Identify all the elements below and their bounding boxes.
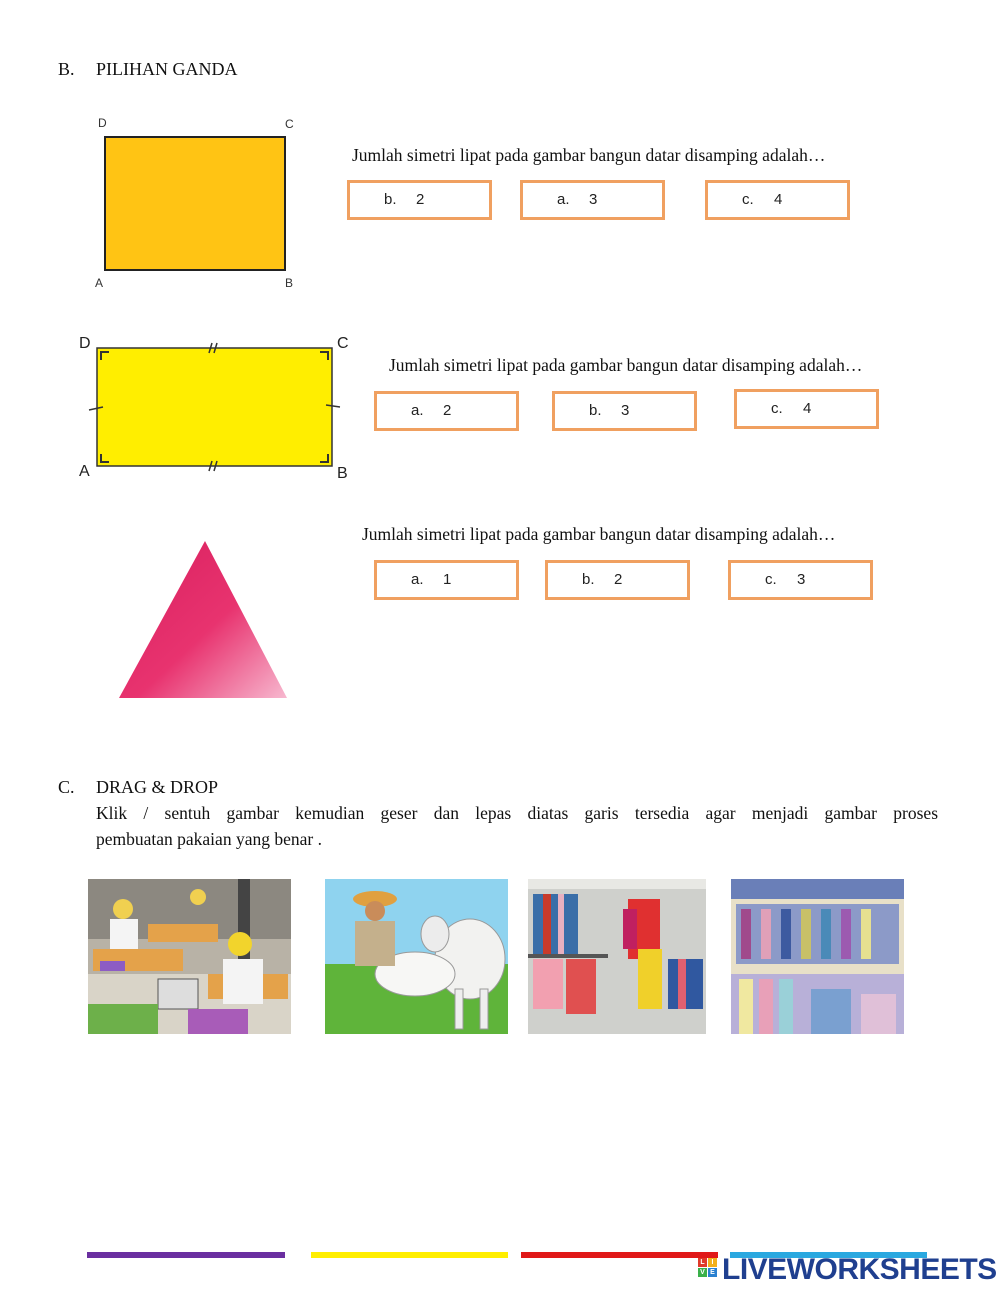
- question-1-figure: [90, 112, 305, 292]
- q2-option-b[interactable]: [552, 391, 697, 431]
- logo-letter: I: [708, 1258, 717, 1267]
- vertex-label: B: [337, 465, 348, 482]
- option-letter: c.: [765, 571, 777, 588]
- logo-letter: V: [698, 1268, 707, 1277]
- draggable-image-sewing-factory[interactable]: [88, 879, 291, 1034]
- question-1-text: Jumlah simetri lipat pada gambar bangun datar disamping adalah…: [352, 145, 826, 165]
- footer-bar-yellow: [311, 1252, 508, 1258]
- option-value: 1: [443, 571, 452, 588]
- vertex-label: B: [285, 276, 294, 290]
- draggable-image-fabric-store[interactable]: [731, 879, 904, 1034]
- instruction-line-2: pembuatan pakaian yang benar .: [96, 829, 322, 849]
- question-2-figure: [75, 330, 360, 485]
- vertex-label: A: [95, 276, 104, 290]
- section-b-label: B.: [58, 59, 75, 79]
- option-value: 3: [797, 571, 806, 588]
- option-letter: b.: [582, 571, 595, 588]
- option-letter: a.: [557, 191, 570, 208]
- option-value: 3: [589, 191, 598, 208]
- drag-instructions: [96, 800, 938, 852]
- option-letter: a.: [411, 571, 424, 588]
- section-c-label: C.: [58, 777, 75, 797]
- footer-bar-purple: [87, 1252, 285, 1258]
- q2-option-a[interactable]: [374, 391, 519, 431]
- q3-option-b[interactable]: [545, 560, 690, 600]
- vertex-label: C: [337, 335, 349, 352]
- q1-option-a[interactable]: [520, 180, 665, 220]
- liveworksheets-logo: [696, 1252, 996, 1288]
- option-value: 2: [443, 402, 452, 419]
- option-letter: b.: [589, 402, 602, 419]
- vertex-label: D: [98, 116, 107, 130]
- option-value: 2: [416, 191, 425, 208]
- footer-bar-red: [521, 1252, 718, 1258]
- option-letter: c.: [742, 191, 754, 208]
- vertex-label: C: [285, 117, 294, 131]
- question-2-text: Jumlah simetri lipat pada gambar bangun datar disamping adalah…: [389, 355, 863, 375]
- logo-letter: E: [708, 1268, 717, 1277]
- question-3-figure: [115, 538, 290, 703]
- instruction-line-1: Klik / sentuh gambar kemudian geser dan lepas diatas garis tersedia agar menjadi gambar proses: [96, 803, 938, 823]
- option-letter: b.: [384, 191, 397, 208]
- draggable-image-clothing-store[interactable]: [528, 879, 706, 1034]
- question-3-text: Jumlah simetri lipat pada gambar bangun datar disamping adalah…: [362, 524, 836, 544]
- option-value: 2: [614, 571, 623, 588]
- option-value: 4: [774, 191, 783, 208]
- option-letter: a.: [411, 402, 424, 419]
- vertex-label: D: [79, 335, 91, 352]
- logo-letter: L: [698, 1258, 707, 1267]
- q1-option-b[interactable]: [347, 180, 492, 220]
- draggable-image-sheep-shearing[interactable]: [325, 879, 508, 1034]
- option-letter: c.: [771, 400, 783, 417]
- q3-option-c[interactable]: [728, 560, 873, 600]
- option-value: 3: [621, 402, 630, 419]
- section-c-title: DRAG & DROP: [96, 777, 219, 797]
- q1-option-c[interactable]: [705, 180, 850, 220]
- q3-option-a[interactable]: [374, 560, 519, 600]
- vertex-label: A: [79, 463, 90, 480]
- section-b-title: PILIHAN GANDA: [96, 59, 238, 79]
- option-value: 4: [803, 400, 812, 417]
- logo-text: LIVEWORKSHEETS: [722, 1253, 997, 1286]
- q2-option-c[interactable]: [734, 389, 879, 429]
